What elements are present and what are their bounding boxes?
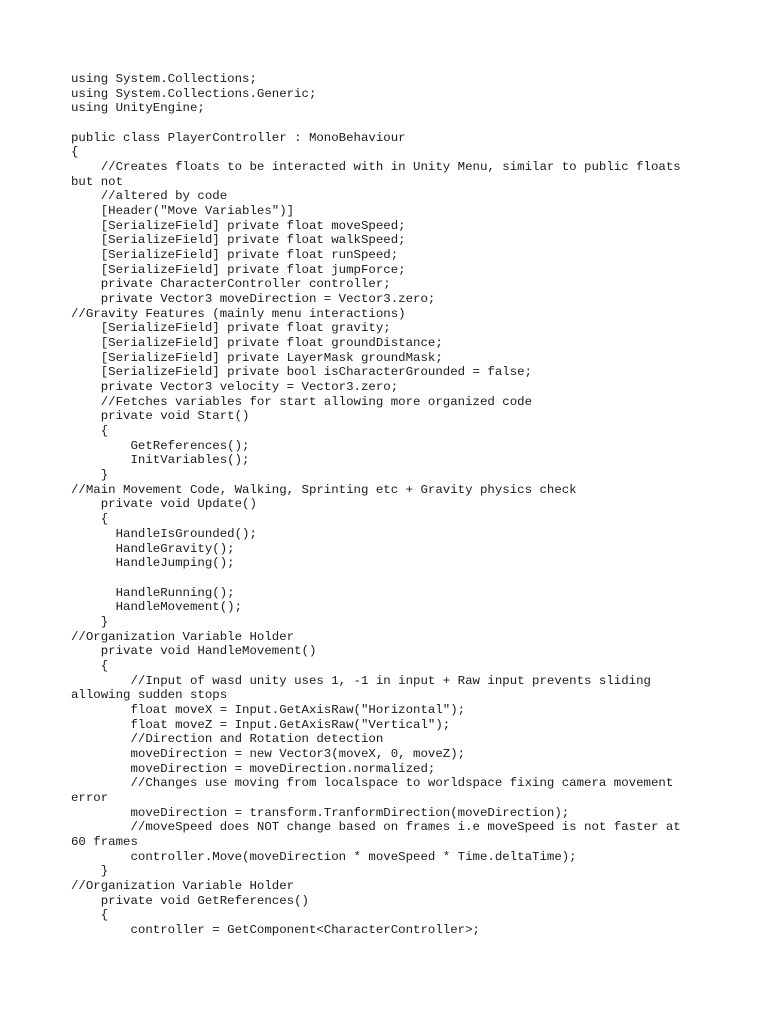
code-line: moveDirection = moveDirection.normalized;	[71, 761, 436, 776]
code-line: private void Start()	[71, 409, 250, 424]
code-line: //Main Movement Code, Walking, Sprinting etc + Gravity physics check	[71, 482, 577, 497]
code-line: moveDirection = new Vector3(moveX, 0, moveZ);	[71, 746, 466, 761]
code-line: [SerializeField] private LayerMask groundMask;	[71, 350, 443, 365]
code-line: but not	[71, 174, 124, 189]
code-line: public class PlayerController : MonoBehaviour	[71, 130, 406, 145]
code-line: using UnityEngine;	[71, 101, 205, 116]
code-line: //Organization Variable Holder	[71, 629, 295, 644]
code-line: {	[71, 145, 79, 160]
code-line: private Vector3 moveDirection = Vector3.zero;	[71, 292, 436, 307]
code-line: {	[71, 908, 109, 923]
code-listing	[71, 72, 701, 938]
code-line: float moveZ = Input.GetAxisRaw("Vertical");	[71, 717, 451, 732]
code-line: [SerializeField] private float runSpeed;	[71, 248, 399, 263]
code-line: }	[71, 614, 109, 629]
code-line: private CharacterController controller;	[71, 277, 391, 292]
code-line: //altered by code	[71, 189, 228, 204]
code-line: //Gravity Features (mainly menu interactions)	[71, 306, 406, 321]
code-line: private void Update()	[71, 497, 257, 512]
code-line: using System.Collections.Generic;	[71, 86, 317, 101]
code-line: [SerializeField] private float jumpForce;	[71, 262, 406, 277]
code-line: using System.Collections;	[71, 72, 257, 86]
code-line: {	[71, 658, 109, 673]
code-line: private void HandleMovement()	[71, 644, 317, 659]
code-line: {	[71, 424, 109, 439]
code-line: [Header("Move Variables")]	[71, 204, 295, 219]
code-line: HandleRunning();	[71, 585, 235, 600]
code-line: moveDirection = transform.TranformDirection(moveDirection);	[71, 805, 570, 820]
code-line: 60 frames	[71, 834, 138, 849]
code-line: float moveX = Input.GetAxisRaw("Horizontal");	[71, 702, 466, 717]
code-line: [SerializeField] private float moveSpeed;	[71, 218, 406, 233]
code-line: //Organization Variable Holder	[71, 878, 295, 893]
code-line: HandleIsGrounded();	[71, 526, 257, 541]
code-line: error	[71, 790, 109, 805]
code-line: {	[71, 512, 109, 527]
code-line: GetReferences();	[71, 438, 250, 453]
code-line	[71, 571, 701, 586]
code-line: //Creates floats to be interacted with in Unity Menu, similar to public floats	[71, 160, 681, 175]
code-line: //moveSpeed does NOT change based on frames i.e moveSpeed is not faster at	[71, 820, 681, 835]
code-line: [SerializeField] private float walkSpeed;	[71, 233, 406, 248]
code-line: [SerializeField] private float gravity;	[71, 321, 391, 336]
code-line: [SerializeField] private float groundDistance;	[71, 336, 443, 351]
code-line: private Vector3 velocity = Vector3.zero;	[71, 380, 399, 395]
code-line: private void GetReferences()	[71, 893, 309, 908]
code-line: allowing sudden stops	[71, 688, 228, 703]
code-line: //Input of wasd unity uses 1, -1 in input + Raw input prevents sliding	[71, 673, 651, 688]
code-line: }	[71, 468, 109, 483]
code-line: controller = GetComponent<CharacterController>;	[71, 922, 480, 937]
code-line: HandleGravity();	[71, 541, 235, 556]
code-line: HandleJumping();	[71, 556, 235, 571]
code-line: //Fetches variables for start allowing more organized code	[71, 394, 533, 409]
code-line: [SerializeField] private bool isCharacterGrounded = false;	[71, 365, 533, 380]
code-line: //Changes use moving from localspace to worldspace fixing camera movement	[71, 776, 674, 791]
code-line: InitVariables();	[71, 453, 250, 468]
code-line: HandleMovement();	[71, 600, 243, 615]
code-line	[71, 116, 701, 131]
code-line: //Direction and Rotation detection	[71, 732, 384, 747]
code-line: controller.Move(moveDirection * moveSpeed * Time.deltaTime);	[71, 849, 577, 864]
code-line: }	[71, 864, 109, 879]
